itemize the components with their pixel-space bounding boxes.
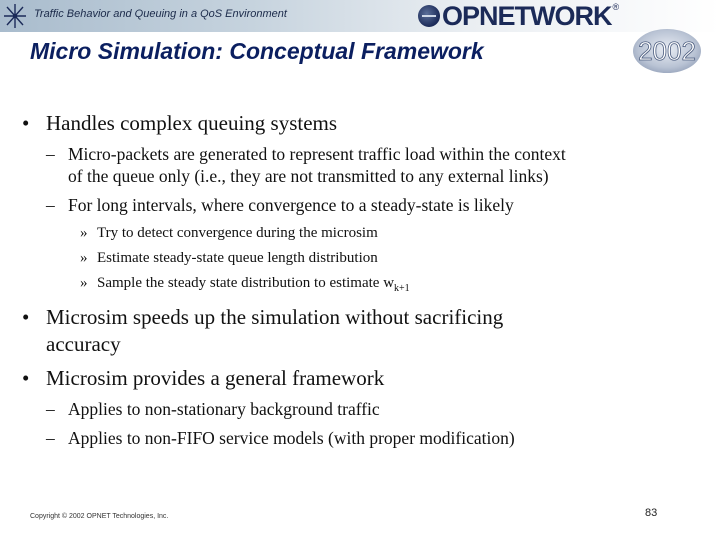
presentation-title: Traffic Behavior and Queuing in a QoS Environment (34, 8, 287, 20)
sub-bullet-text: For long intervals, where convergence to a steady-state is likely (68, 195, 514, 215)
sub-bullet-text: Applies to non-stationary background traffic (68, 399, 380, 419)
slide-title: Micro Simulation: Conceptual Framework (30, 38, 484, 64)
sub-bullet-text: of the queue only (i.e., they are not transmitted to any external links) (68, 166, 549, 186)
bullet-text: Microsim provides a general framework (46, 366, 385, 390)
sub-sub-bullet-marker: » (80, 225, 88, 241)
logo-registered-mark: ® (612, 2, 619, 12)
sub-sub-bullet-text: Estimate steady-state queue length distribution (97, 250, 378, 266)
sub-bullet-marker: – (46, 428, 55, 448)
sub-bullet-text: Applies to non-FIFO service models (with proper modification) (68, 428, 515, 448)
subscript-k-plus-1: k+1 (394, 283, 410, 294)
sub-sub-bullet-marker: » (80, 275, 88, 291)
year-emblem (632, 28, 702, 74)
bullet-text: Handles complex queuing systems (46, 111, 338, 135)
sub-bullet-marker: – (46, 195, 55, 215)
sub-bullet-marker: – (46, 144, 55, 164)
sub-bullet-text: Micro-packets are generated to represent traffic load within the context (68, 144, 566, 164)
globe-icon (418, 5, 440, 27)
bullet-text: Microsim speeds up the simulation without sacrificing (46, 305, 504, 329)
sub-sub-bullet-marker: » (80, 250, 88, 266)
copyright-notice: Copyright © 2002 OPNET Technologies, Inc. (30, 513, 169, 520)
bullet-marker: • (22, 305, 30, 329)
compass-star-icon (2, 2, 28, 30)
header-banner (0, 0, 720, 32)
opnetwork-logo (418, 1, 619, 31)
bullet-marker: • (22, 111, 30, 135)
bullet-text: accuracy (46, 332, 121, 356)
bullet-marker: • (22, 366, 30, 390)
year-text: 2002 (638, 36, 696, 66)
estimate-text: Sample the steady state distribution to estimate w (97, 275, 395, 291)
sub-bullet-marker: – (46, 399, 55, 419)
logo-text: OPNETWORK (442, 1, 612, 31)
page-number: 83 (645, 507, 658, 519)
sub-sub-bullet-text (97, 274, 410, 298)
sub-sub-bullet-text: Try to detect convergence during the microsim (97, 225, 378, 241)
